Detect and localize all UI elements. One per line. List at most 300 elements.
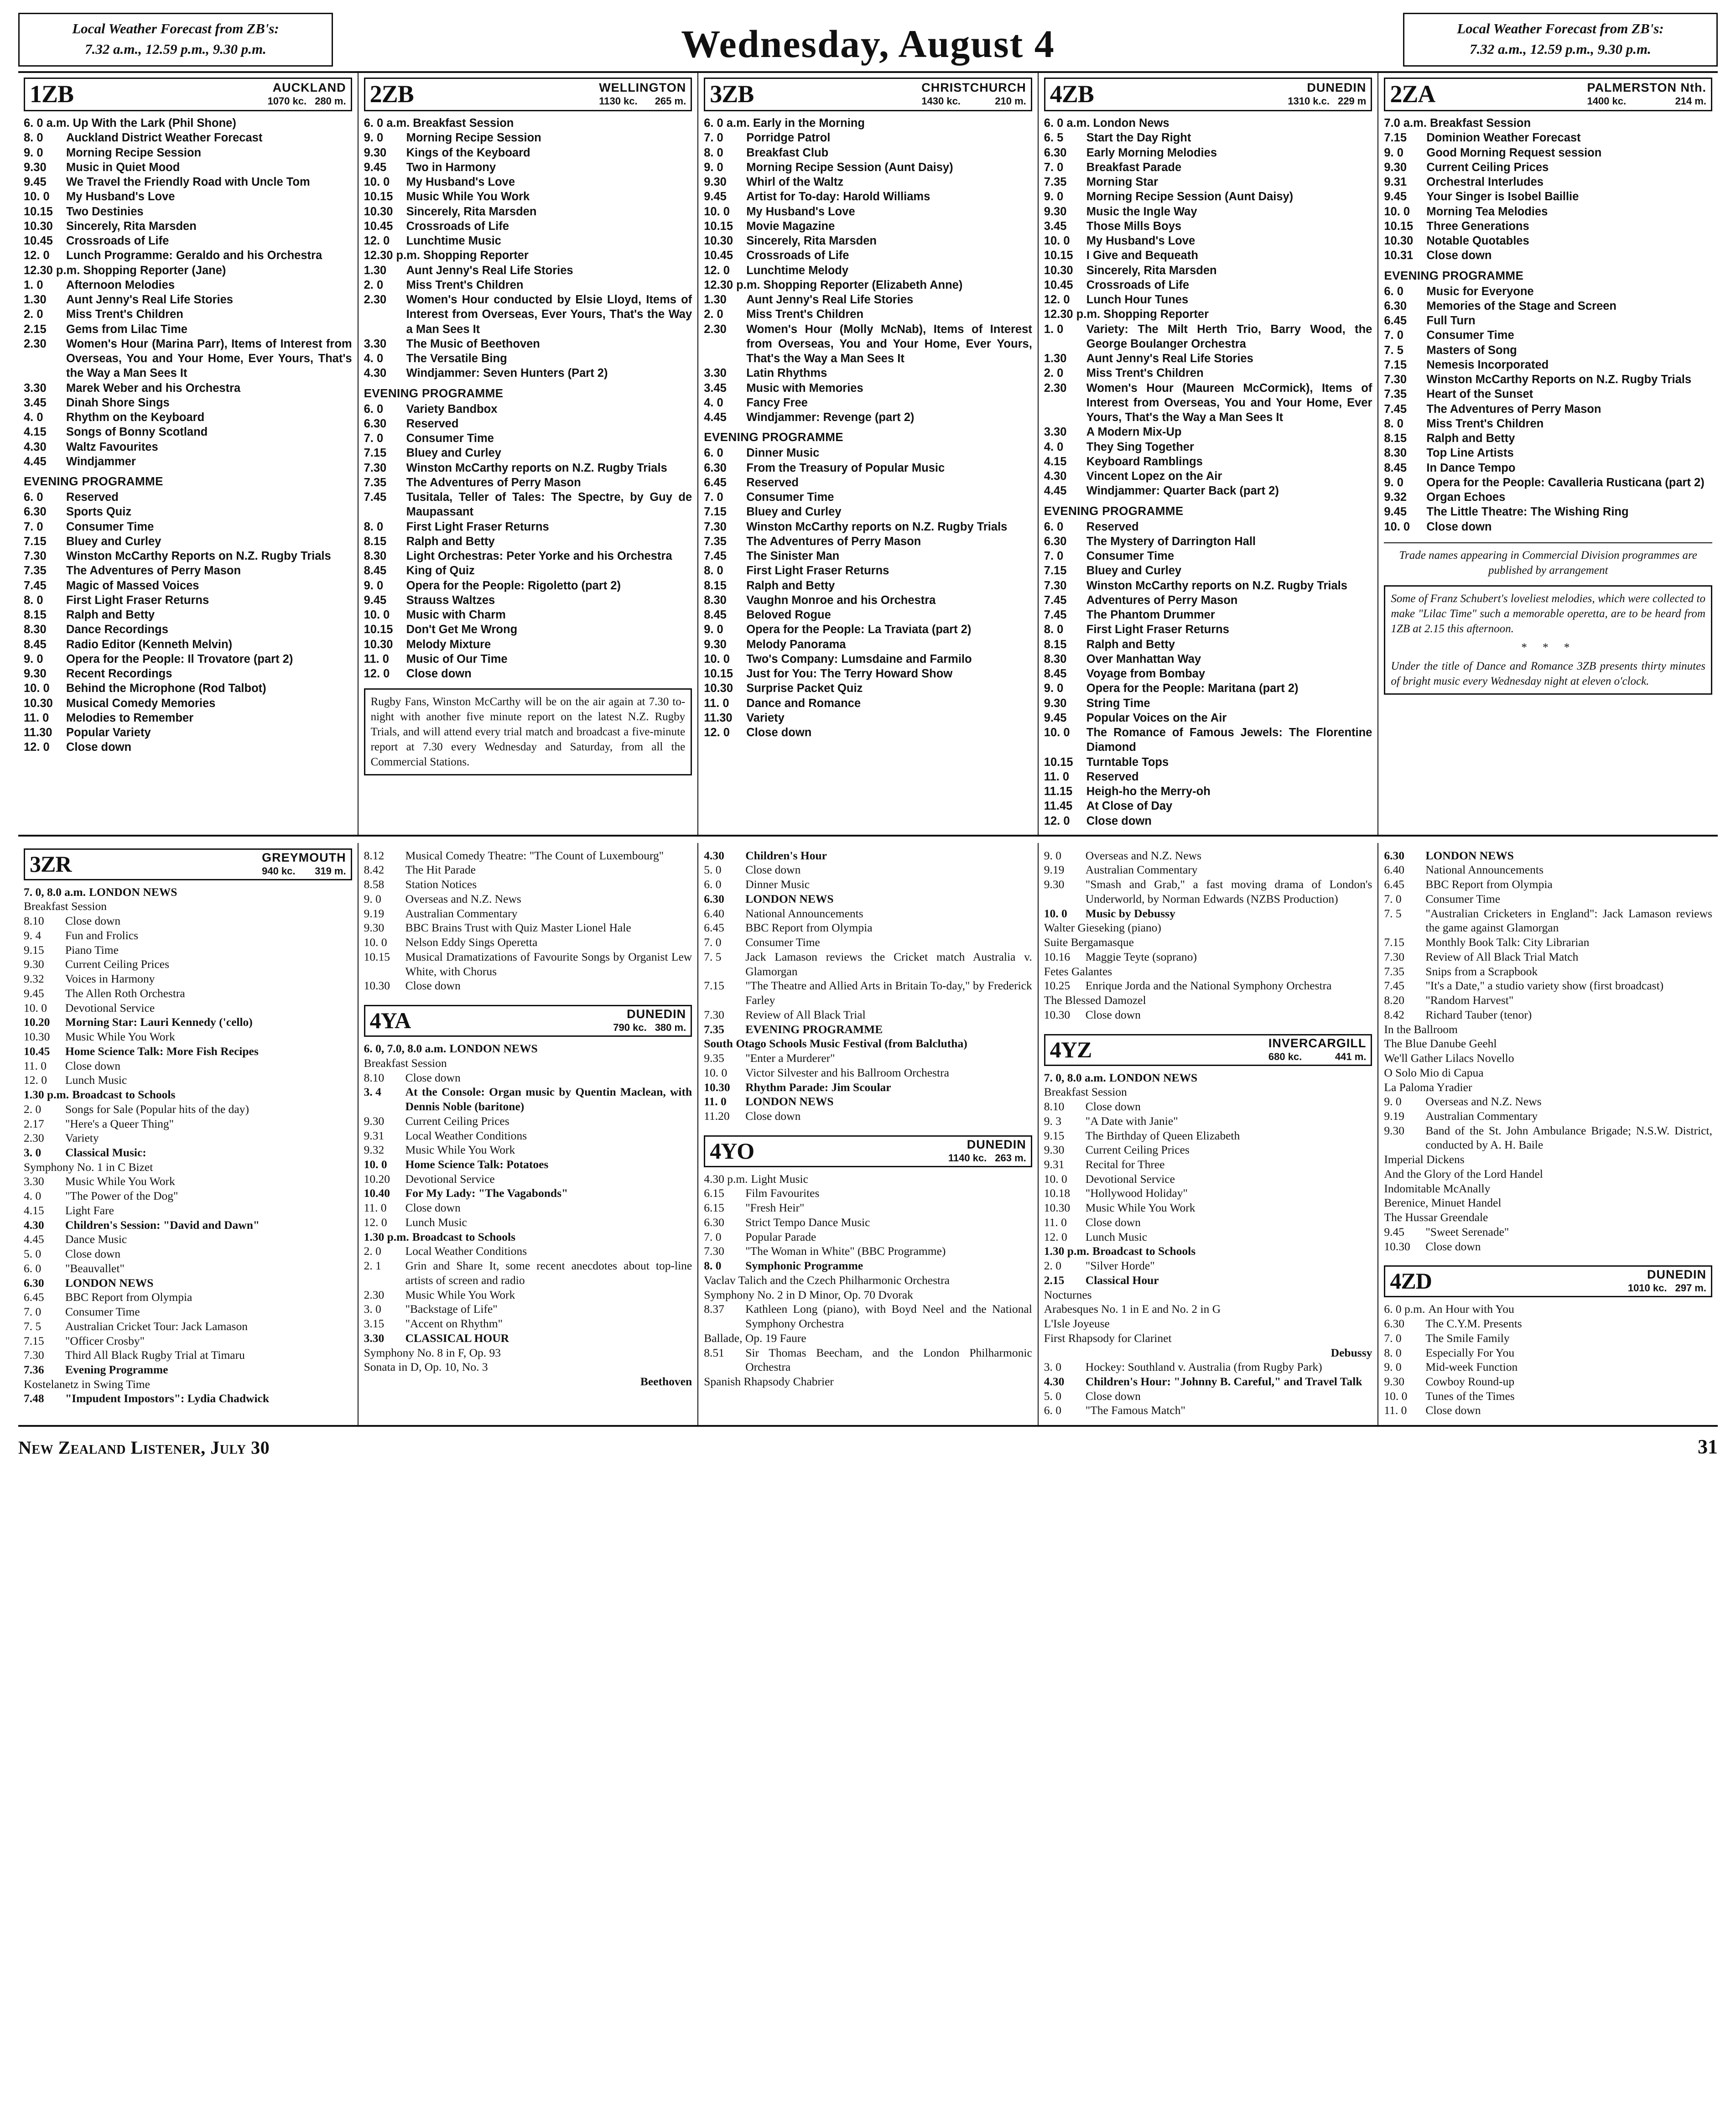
schedule-item <box>24 1131 352 1145</box>
schedule-time: 6.30 <box>704 461 727 474</box>
schedule-time: 7.15 <box>1384 936 1404 949</box>
schedule-time: 11.30 <box>24 726 52 739</box>
schedule-time: 10. 0 <box>1044 726 1070 739</box>
schedule-programme: Music for Everyone <box>1426 285 1534 298</box>
schedule-time: 7.45 <box>704 550 727 562</box>
schedule-programme: Mid-week Function <box>1425 1360 1518 1374</box>
schedule-time: 7.15 <box>1044 564 1067 577</box>
schedule-time: 7.36 <box>24 1362 44 1376</box>
schedule-programme: King of Quiz <box>406 564 475 577</box>
schedule-item <box>704 234 1032 248</box>
station-header-4ya <box>364 1005 692 1037</box>
schedule-item <box>364 1114 692 1128</box>
schedule-programme: Variety <box>65 1131 99 1145</box>
schedule-item <box>704 461 1032 475</box>
station-frequency: 1430 kc. 210 m. <box>921 95 1026 107</box>
schedule-programme: Music While You Work <box>1085 1201 1195 1215</box>
schedule-programme: Musical Comedy Theatre: "The Count of Luxembourg" <box>405 848 664 862</box>
schedule-item <box>24 622 352 637</box>
schedule-time: 2.17 <box>24 1117 44 1130</box>
schedule-time: 6.30 <box>704 892 724 905</box>
schedule-programme: Aunt Jenny's Real Life Stories <box>746 293 914 306</box>
schedule-time: 7. 0 <box>704 936 722 949</box>
schedule-time: 7.15 <box>1384 131 1407 145</box>
schedule-programme: Morning Star <box>1086 176 1159 188</box>
schedule-programme: Reserved <box>746 476 799 489</box>
schedule-time: 8. 0 <box>24 131 43 145</box>
schedule-time: 4.45 <box>24 1232 44 1246</box>
schedule-item <box>1384 490 1712 504</box>
station-frequency: 680 kc. 441 m. <box>1268 1050 1367 1062</box>
schedule-programme: Snips from a Scrapbook <box>1425 964 1538 978</box>
schedule-item <box>24 116 352 130</box>
schedule-programme: BBC Report from Olympia <box>745 921 873 935</box>
station-frequency: 790 kc. 380 m. <box>613 1022 686 1034</box>
schedule-item <box>704 307 1032 322</box>
schedule-programme: Crossroads of Life <box>746 249 849 262</box>
schedule-time: 11. 0 <box>704 697 729 710</box>
schedule-programme: Close down <box>65 914 121 928</box>
schedule-time: 9.32 <box>24 972 44 986</box>
schedule-item <box>704 1230 1032 1244</box>
schedule-time: 8.15 <box>24 608 47 621</box>
schedule-item <box>704 1273 1032 1288</box>
schedule-programme: Your Singer is Isobel Baillie <box>1426 190 1579 203</box>
schedule-item <box>704 1109 1032 1123</box>
schedule-programme: At the Console: Organ music by Quentin Maclean, with Dennis Noble (baritone) <box>405 1085 692 1113</box>
schedule-time: 10.45 <box>1044 278 1073 291</box>
schedule-item <box>364 1244 692 1258</box>
schedule-item <box>24 608 352 622</box>
schedule-item <box>1044 1143 1372 1157</box>
schedule-time: 9.30 <box>1044 1143 1065 1157</box>
schedule-programme: Whirl of the Waltz <box>746 176 844 188</box>
schedule-time: 10.30 <box>1044 1201 1071 1215</box>
schedule-time: 9.30 <box>364 921 385 935</box>
schedule-programme: Light Music <box>751 1172 808 1186</box>
schedule-item <box>1384 978 1712 993</box>
schedule-time: 8.12 <box>364 848 385 862</box>
schedule-item <box>1044 351 1372 366</box>
schedule-time: 2.15 <box>1044 1273 1065 1287</box>
schedule-programme: Dance Recordings <box>66 623 168 636</box>
schedule-programme: Variety Bandbox <box>406 402 498 416</box>
schedule-item <box>364 1374 692 1389</box>
schedule-programme: Children's Session: "David and Dawn" <box>65 1218 260 1232</box>
schedule-programme: First Light Fraser Returns <box>406 520 549 533</box>
schedule-programme: Current Ceiling Prices <box>65 957 170 971</box>
schedule-programme: Lunch Music <box>1085 1230 1148 1243</box>
schedule-time: 2. 0 <box>24 1102 42 1116</box>
schedule-programme: Recital for Three <box>1085 1157 1165 1171</box>
schedule-programme: Lunchtime Melody <box>746 264 849 277</box>
station-listing-continued <box>1384 848 1712 1254</box>
schedule-item <box>364 175 692 189</box>
station-callsign: 3ZR <box>30 851 72 877</box>
station-meta <box>918 81 1026 107</box>
schedule-programme: The Blessed Damozel <box>1044 993 1146 1007</box>
schedule-programme: Symphonic Programme <box>745 1259 863 1273</box>
schedule-item <box>1044 484 1372 498</box>
schedule-item <box>364 416 692 431</box>
trade-names-note: Trade names appearing in Commercial Division programmes are published by arrangement <box>1384 542 1712 578</box>
schedule-programme: Indomitable McAnally <box>1384 1181 1491 1195</box>
schedule-item <box>1384 475 1712 490</box>
schedule-time: 7.30 <box>704 1244 724 1258</box>
schedule-programme: Winston McCarthy reports on N.Z. Rugby Trials <box>1086 579 1347 592</box>
schedule-programme: Close down <box>1425 1239 1481 1253</box>
schedule-time: 11. 0 <box>364 1201 387 1215</box>
schedule-programme: Local Weather Conditions <box>405 1128 527 1142</box>
schedule-time: 9. 0 <box>364 892 381 905</box>
schedule-programme: Close down <box>65 1059 121 1072</box>
schedule-item <box>1044 578 1372 593</box>
schedule-item <box>704 366 1032 380</box>
schedule-time: 4.30 <box>24 1218 44 1232</box>
daytime-listing <box>704 116 1032 425</box>
schedule-item <box>704 666 1032 681</box>
schedule-item <box>1384 1196 1712 1210</box>
schedule-time: 8.45 <box>704 608 727 621</box>
schedule-programme: Kings of the Keyboard <box>406 146 530 159</box>
schedule-programme: Morning Recipe Session <box>406 131 541 145</box>
schedule-time: 10.15 <box>364 623 393 636</box>
schedule-programme: Close down <box>746 726 812 739</box>
schedule-programme: Arabesques No. 1 in E and No. 2 in G <box>1044 1302 1221 1316</box>
schedule-item <box>364 160 692 175</box>
schedule-time: 2.30 <box>364 1288 385 1301</box>
schedule-programme: Music of Our Time <box>406 652 508 666</box>
schedule-item <box>364 593 692 608</box>
schedule-time: 7.15 <box>24 535 47 548</box>
schedule-programme: Windjammer <box>66 455 136 468</box>
schedule-programme: The Mystery of Darrington Hall <box>1086 535 1256 548</box>
schedule-item <box>24 1305 352 1319</box>
schedule-time: 8.15 <box>1384 432 1407 445</box>
schedule-time: 8.10 <box>364 1071 385 1084</box>
page-number: 31 <box>1698 1435 1718 1458</box>
station-callsign: 4YO <box>710 1138 754 1164</box>
schedule-item <box>364 1302 692 1316</box>
schedule-item <box>704 292 1032 307</box>
schedule-programme: Melody Mixture <box>406 638 491 651</box>
schedule-time: 1.30 p.m. <box>364 1230 409 1243</box>
schedule-item <box>704 534 1032 549</box>
station-callsign: 4YA <box>369 1008 411 1034</box>
schedule-item <box>1044 454 1372 469</box>
schedule-item <box>1044 906 1372 921</box>
schedule-item <box>1044 116 1372 130</box>
schedule-programme: Voyage from Bombay <box>1086 667 1206 680</box>
schedule-time: 6.30 <box>1384 1317 1404 1331</box>
schedule-item <box>704 381 1032 395</box>
schedule-programme: Music While You Work <box>65 1175 175 1188</box>
schedule-programme: Current Ceiling Prices <box>1426 161 1549 174</box>
schedule-programme: Breakfast Session <box>1429 117 1531 130</box>
schedule-time: 7.45 <box>1044 608 1067 621</box>
schedule-item <box>1044 1085 1372 1099</box>
schedule-time: 7.35 <box>1044 176 1067 188</box>
schedule-time: 9.30 <box>1384 1123 1404 1137</box>
schedule-programme: Strauss Waltzes <box>406 593 495 607</box>
schedule-time: 11. 0 <box>24 711 49 724</box>
schedule-programme: Sports Quiz <box>66 505 132 519</box>
schedule-item <box>1044 978 1372 993</box>
station-frequency: 1310 k.c. 229 m <box>1288 95 1367 107</box>
schedule-programme: Melody Panorama <box>746 638 846 651</box>
schedule-item <box>364 863 692 877</box>
schedule-item <box>24 549 352 563</box>
schedule-programme: First Light Fraser Returns <box>66 593 209 607</box>
schedule-time: 9.30 <box>704 638 727 651</box>
schedule-item <box>364 366 692 380</box>
schedule-programme: Variety <box>746 711 785 724</box>
schedule-time: 9. 4 <box>24 928 42 942</box>
schedule-programme: Organ Echoes <box>1426 491 1506 504</box>
station-frequency: 1140 kc. 263 m. <box>948 1152 1026 1164</box>
schedule-programme: Ralph and Betty <box>1426 432 1515 445</box>
schedule-time: 7.30 <box>24 550 47 562</box>
schedule-item <box>1384 1374 1712 1389</box>
schedule-programme: Shopping Reporter <box>1103 308 1209 321</box>
schedule-programme: Two's Company: Lumsdaine and Farmilo <box>746 652 972 666</box>
schedule-item <box>24 563 352 578</box>
schedule-item <box>1044 1071 1372 1085</box>
schedule-item <box>364 637 692 652</box>
schedule-time: 8.45 <box>1044 667 1067 680</box>
schedule-time: 8. 0 <box>364 520 384 533</box>
schedule-item <box>1384 1316 1712 1331</box>
schedule-item <box>24 425 352 439</box>
schedule-item <box>364 431 692 446</box>
schedule-programme: Dinner Music <box>746 447 820 460</box>
schedule-item <box>1044 520 1372 534</box>
schedule-programme: Gems from Lilac Time <box>66 322 187 336</box>
schedule-item <box>704 978 1032 1007</box>
schedule-item <box>24 219 352 234</box>
schedule-time: 9.32 <box>364 1143 385 1157</box>
schedule-item <box>704 475 1032 490</box>
schedule-time: 9. 0 <box>1384 1095 1402 1108</box>
schedule-item <box>1384 234 1712 248</box>
schedule-item <box>24 1334 352 1348</box>
schedule-time: 9.30 <box>1044 697 1067 710</box>
schedule-item <box>24 885 352 900</box>
evening-programme-heading: EVENING PROGRAMME <box>1044 504 1184 518</box>
schedule-programme: Aunt Jenny's Real Life Stories <box>1086 352 1253 365</box>
schedule-time: 10.15 <box>704 219 733 233</box>
schedule-time: 9.30 <box>364 146 387 159</box>
schedule-programme: Victor Silvester and his Ballroom Orchestra <box>745 1066 949 1079</box>
daytime-listing <box>364 116 692 381</box>
schedule-programme: CLASSICAL HOUR <box>405 1331 509 1345</box>
schedule-time: 10.30 <box>1044 264 1073 277</box>
schedule-time: 10.30 <box>364 205 393 218</box>
schedule-item <box>1384 504 1712 519</box>
station-column-lower-2 <box>698 843 1039 1425</box>
schedule-programme: Winston McCarthy Reports on N.Z. Rugby Trials <box>1426 373 1692 386</box>
schedule-programme: "The Woman in White" (BBC Programme) <box>745 1244 946 1258</box>
schedule-programme: Vaughn Monroe and his Orchestra <box>746 593 936 607</box>
schedule-item <box>364 549 692 563</box>
schedule-time: 9.30 <box>1384 1374 1404 1388</box>
schedule-item <box>1384 1239 1712 1254</box>
schedule-item <box>1044 469 1372 484</box>
schedule-programme: LONDON NEWS <box>745 892 834 905</box>
station-callsign: 4YZ <box>1050 1036 1092 1062</box>
schedule-time: 9. 0 <box>1044 682 1064 695</box>
schedule-item <box>704 608 1032 622</box>
schedule-time: 7. 0 <box>24 520 43 533</box>
schedule-item <box>364 219 692 234</box>
schedule-item <box>364 1258 692 1287</box>
schedule-item <box>24 292 352 307</box>
schedule-programme: Sincerely, Rita Marsden <box>746 234 877 247</box>
schedule-item <box>704 1215 1032 1230</box>
schedule-programme: Aunt Jenny's Real Life Stories <box>406 264 573 277</box>
schedule-programme: The Adventures of Perry Mason <box>1426 402 1601 416</box>
schedule-programme: Over Manhattan Way <box>1086 652 1201 666</box>
schedule-item <box>1384 189 1712 204</box>
schedule-programme: Children's Hour: "Johnny B. Careful," and Travel Talk <box>1085 1374 1362 1388</box>
schedule-item <box>1384 1051 1712 1066</box>
schedule-time: 7.30 <box>364 461 387 474</box>
schedule-time: 10.15 <box>1044 249 1073 262</box>
schedule-time: 11. 0 <box>1384 1404 1407 1417</box>
schedule-programme: "Random Harvest" <box>1425 993 1514 1007</box>
schedule-time: 6.45 <box>704 921 724 935</box>
schedule-item <box>24 440 352 454</box>
schedule-item <box>1384 248 1712 263</box>
schedule-item <box>24 534 352 549</box>
schedule-programme: Shopping Reporter (Jane) <box>83 264 226 277</box>
station-grid-commercial <box>18 71 1718 837</box>
schedule-time: 9.45 <box>1044 711 1067 724</box>
schedule-time: 2. 0 <box>704 308 723 321</box>
station-grid-national <box>18 843 1718 1427</box>
evening-listing <box>24 490 352 755</box>
schedule-programme: Opera for the People: Cavalleria Rusticana (part 2) <box>1426 476 1705 489</box>
schedule-item <box>364 337 692 351</box>
schedule-programme: Devotional Service <box>1085 1172 1175 1186</box>
evening-listing <box>704 446 1032 740</box>
schedule-time: 7. 0 <box>1384 892 1402 905</box>
schedule-item <box>364 189 692 204</box>
schedule-item <box>1384 1181 1712 1196</box>
schedule-programme: Magic of Massed Voices <box>66 579 199 592</box>
schedule-programme: Music the Ingle Way <box>1086 205 1197 218</box>
schedule-item <box>24 248 352 263</box>
schedule-item <box>1384 431 1712 446</box>
schedule-item <box>1384 1152 1712 1167</box>
schedule-item <box>1044 863 1372 877</box>
station-listing-continued <box>1044 848 1372 1022</box>
schedule-programme: Shopping Reporter <box>423 249 529 262</box>
schedule-time: 11. 0 <box>1044 770 1070 783</box>
schedule-item <box>1044 1273 1372 1288</box>
schedule-time: 9.45 <box>704 190 727 203</box>
schedule-programme: Latin Rhythms <box>746 367 827 380</box>
schedule-time: 7. 0 <box>1044 550 1064 562</box>
schedule-programme: Early Morning Melodies <box>1086 146 1217 159</box>
schedule-item <box>24 914 352 928</box>
schedule-item <box>364 1186 692 1201</box>
schedule-programme: Dance Music <box>65 1232 127 1246</box>
schedule-programme: Opera for the People: Maritana (part 2) <box>1086 682 1299 695</box>
schedule-item <box>24 972 352 986</box>
schedule-time: 7. 0 <box>704 131 723 145</box>
evening-programme-heading: EVENING PROGRAMME <box>704 430 844 444</box>
schedule-item <box>24 593 352 608</box>
schedule-item <box>1384 299 1712 313</box>
schedule-programme: Windjammer: Seven Hunters (Part 2) <box>406 367 608 380</box>
schedule-time: 6. 0 <box>704 878 722 891</box>
schedule-programme: Morning Recipe Session (Aunt Daisy) <box>1086 190 1294 203</box>
schedule-time: 9.30 <box>24 161 47 174</box>
schedule-programme: Music While You Work <box>405 1143 515 1157</box>
schedule-item <box>364 1230 692 1244</box>
schedule-item <box>1044 681 1372 696</box>
schedule-programme: Don't Get Me Wrong <box>406 623 518 636</box>
schedule-item <box>364 292 692 337</box>
schedule-programme: Australian Commentary <box>405 906 518 920</box>
schedule-programme: My Husband's Love <box>1086 234 1195 247</box>
schedule-programme: Monthly Book Talk: City Librarian <box>1425 936 1590 949</box>
schedule-time: 7.35 <box>1384 964 1404 978</box>
schedule-item <box>24 1276 352 1290</box>
schedule-item <box>364 877 692 892</box>
schedule-programme: Miss Trent's Children <box>746 308 864 321</box>
schedule-programme: Close down <box>405 1201 461 1215</box>
schedule-programme: Memories of the Stage and Screen <box>1426 299 1616 312</box>
schedule-programme: Overseas and N.Z. News <box>1085 848 1201 862</box>
schedule-time: 9.45 <box>364 161 387 174</box>
schedule-programme: Breakfast Session <box>364 1056 447 1070</box>
weather-right-line1: Local Weather Forecast from ZB's: <box>1457 21 1664 36</box>
schedule-item <box>1044 160 1372 175</box>
schedule-item <box>1044 322 1372 352</box>
schedule-item <box>1044 1230 1372 1244</box>
schedule-time: 3.30 <box>704 367 727 380</box>
schedule-item <box>1044 292 1372 307</box>
schedule-item <box>1044 814 1372 828</box>
schedule-time: 9.30 <box>704 176 727 188</box>
schedule-item <box>364 848 692 863</box>
schedule-programme: "Sweet Serenade" <box>1425 1225 1509 1238</box>
schedule-programme: Consumer Time <box>746 491 834 504</box>
schedule-programme: "Enter a Murderer" <box>745 1051 835 1065</box>
schedule-time: 9. 0 <box>1384 1360 1402 1374</box>
schedule-item <box>364 622 692 637</box>
schedule-item <box>24 337 352 381</box>
schedule-item <box>1384 1360 1712 1374</box>
schedule-item <box>24 1391 352 1406</box>
schedule-item <box>704 578 1032 593</box>
schedule-item <box>1044 637 1372 652</box>
schedule-programme: Lunch Music <box>65 1073 127 1087</box>
weather-right-line2: 7.32 a.m., 12.59 p.m., 9.30 p.m. <box>1470 41 1651 57</box>
schedule-time: 6.30 <box>1044 146 1067 159</box>
schedule-programme: Opera for the People: Rigoletto (part 2) <box>406 579 621 592</box>
schedule-item <box>24 130 352 145</box>
station-listing <box>364 1041 692 1389</box>
station-header-2zb <box>364 78 692 111</box>
schedule-time: 9.30 <box>1044 878 1065 891</box>
schedule-programme: Marek Weber and his Orchestra <box>66 381 241 395</box>
schedule-time: 4. 0 <box>1044 440 1064 453</box>
schedule-item <box>1044 1201 1372 1215</box>
schedule-item <box>1044 920 1372 935</box>
